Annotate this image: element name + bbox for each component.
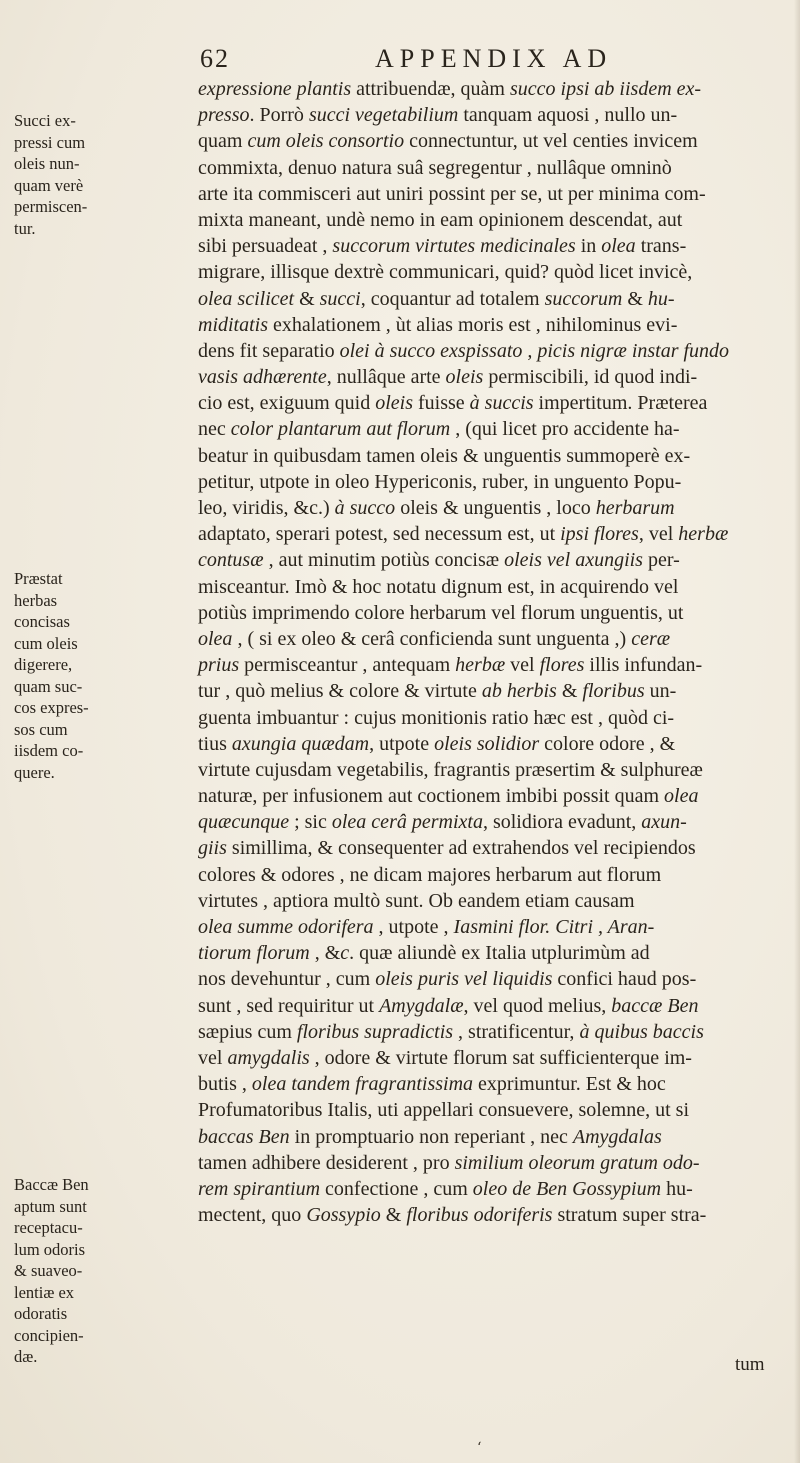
text-line: petitur, utpote in oleo Hypericonis, ruber, in unguento Popu-: [198, 470, 682, 493]
marginal-note-baccae-ben: [14, 1174, 154, 1368]
marginal-line: permiscen-: [14, 197, 88, 216]
catchword: tum: [735, 1354, 765, 1375]
text-line: Profumatoribus Italis, uti appellari consuevere, solemne, ut si: [198, 1099, 689, 1122]
text-line: vel amygdalis , odore & virtute florum sat sufficienterque im-: [198, 1046, 692, 1069]
text-line: butis , olea tandem fragrantissima exprimuntur. Est & hoc: [198, 1073, 666, 1096]
text-line: potiùs imprimendo colore herbarum vel florum unguentis, ut: [198, 601, 684, 624]
marginal-line: pressi cum: [14, 132, 86, 152]
text-line: olea scilicet & succi, coquantur ad totalem succorum & hu-: [198, 287, 675, 310]
marginal-line: cos expres-: [14, 698, 89, 717]
text-line: quæcunque ; sic olea cerâ permixta, solidiora evadunt, axun-: [198, 811, 687, 834]
text-line: colores & odores , ne dicam majores herbarum aut florum: [198, 863, 662, 886]
text-line: miditatis exhalationem , ùt alias moris est , nihilominus evi-: [198, 313, 678, 336]
text-line: tamen adhibere desiderent , pro similium oleorum gratum odo-: [198, 1151, 700, 1174]
text-line: prius permisceantur , antequam herbæ vel flores illis infundan-: [198, 654, 703, 677]
page-number: 62: [200, 44, 230, 73]
marginal-line: & suaveo-: [14, 1261, 83, 1280]
text-line: nec color plantarum aut florum , (qui licet pro accidente ha-: [198, 418, 680, 441]
text-line: dens fit separatio olei à succo exspissato , picis nigræ instar fundo: [198, 339, 730, 362]
marginal-line: oleis nun-: [14, 154, 80, 173]
marginal-line: quam suc-: [14, 676, 83, 696]
marginal-line: lentiæ ex: [14, 1282, 75, 1302]
text-line: rem spirantium confectione , cum oleo de Ben Gossypium hu-: [198, 1177, 693, 1200]
text-line: mectent, quo Gossypio & floribus odoriferis stratum super stra-: [198, 1204, 707, 1227]
text-line: guenta imbuantur : cujus monitionis ratio hæc est , quòd ci-: [198, 706, 675, 729]
text-line: sibi persuadeat , succorum virtutes medicinales in olea trans-: [198, 235, 687, 258]
marginal-line: quere.: [14, 762, 55, 782]
marginal-line: receptacu-: [14, 1218, 83, 1237]
text-line: quam cum oleis consortio connectuntur, ut vel centies invicem: [198, 130, 698, 153]
marginal-line: quam verè: [14, 175, 84, 195]
marginal-note-succi: [14, 110, 154, 239]
text-line: misceantur. Imò & hoc notatu dignum est, in acquirendo vel: [198, 575, 679, 598]
marginal-line: dæ.: [14, 1347, 38, 1366]
marginal-line: odoratis: [14, 1304, 68, 1323]
running-head: APPENDIX AD: [375, 44, 613, 73]
text-line: leo, viridis, &c.) à succo oleis & unguentis , loco herbarum: [198, 497, 675, 519]
text-line: olea summe odorifera , utpote , Iasmini flor. Citri , Aran-: [198, 916, 655, 938]
marginal-line: concipien-: [14, 1325, 84, 1345]
marginal-line: digerere,: [14, 655, 73, 674]
marginal-line: herbas: [14, 590, 58, 610]
text-line: naturæ, per infusionem aut coctionem imbibi possit quam olea: [198, 785, 699, 808]
text-line: contusæ , aut minutim potiùs concisæ oleis vel axungiis per-: [198, 549, 680, 572]
marginal-line: Præstat: [14, 569, 63, 588]
text-line: olea , ( si ex oleo & cerâ conficienda sunt unguenta ,) ceræ: [198, 627, 671, 650]
text-line: commixta, denuo natura suâ segregentur , nullâque omninò: [198, 156, 672, 179]
text-line: baccas Ben in promptuario non reperiant , nec Amygdalas: [198, 1125, 662, 1148]
text-line: mixta maneant, undè nemo in eam opinionem descendat, aut: [198, 208, 683, 231]
marginal-line: tur.: [14, 218, 36, 238]
text-line: expressione plantis attribuendæ, quàm succo ipsi ab iisdem ex-: [198, 78, 702, 100]
main-text-block: [198, 76, 783, 1228]
text-line: arte ita commisceri aut uniri possint per se, ut per minima com-: [198, 182, 706, 205]
page-edge-shadow: [794, 0, 800, 1463]
text-line: nos devehuntur , cum oleis puris vel liquidis confici haud pos-: [198, 968, 697, 991]
text-line: sæpius cum floribus supradictis , stratificentur, à quibus baccis: [198, 1020, 704, 1043]
marginal-line: Succi ex-: [14, 111, 76, 130]
text-line: virtute cujusdam vegetabilis, fragrantis præsertim & sulphureæ: [198, 758, 703, 781]
marginal-line: concisas: [14, 612, 70, 631]
text-line: cio est, exiguum quid oleis fuisse à succis impertitum. Præterea: [198, 392, 708, 415]
footer-mark: ʻ: [477, 1440, 482, 1456]
marginal-line: sos cum: [14, 719, 68, 739]
text-line: giis simillima, & consequenter ad extrahendos vel recipiendos: [198, 837, 696, 860]
page-header: [180, 44, 780, 74]
text-line: vasis adhærente, nullâque arte oleis permiscibili, id quod indi-: [198, 366, 698, 389]
text-line: tius axungia quædam, utpote oleis solidior colore odore , &: [198, 732, 676, 755]
marginal-note-praestat: [14, 568, 154, 783]
text-line: sunt , sed requiritur ut Amygdalæ, vel quod melius, baccæ Ben: [198, 994, 699, 1017]
marginal-line: cum oleis: [14, 633, 78, 653]
marginal-line: lum odoris: [14, 1239, 86, 1259]
text-line: tiorum florum , &c. quæ aliundè ex Italia utplurimùm ad: [198, 942, 650, 965]
text-line: tur , quò melius & colore & virtute ab herbis & floribus un-: [198, 680, 677, 703]
text-line: presso. Porrò succi vegetabilium tanquam aquosi , nullo un-: [198, 104, 678, 127]
text-line: migrare, illisque dextrè communicari, quid? quòd licet invicè,: [198, 261, 693, 284]
marginal-line: aptum sunt: [14, 1196, 87, 1216]
text-line: beatur in quibusdam tamen oleis & unguentis summoperè ex-: [198, 444, 691, 467]
marginal-line: Baccæ Ben: [14, 1175, 89, 1194]
text-line: adaptato, sperari potest, sed necessum est, ut ipsi flores, vel herbæ: [198, 523, 729, 546]
marginal-line: iisdem co-: [14, 741, 84, 760]
text-line: virtutes , aptiora multò sunt. Ob eandem etiam causam: [198, 889, 635, 912]
